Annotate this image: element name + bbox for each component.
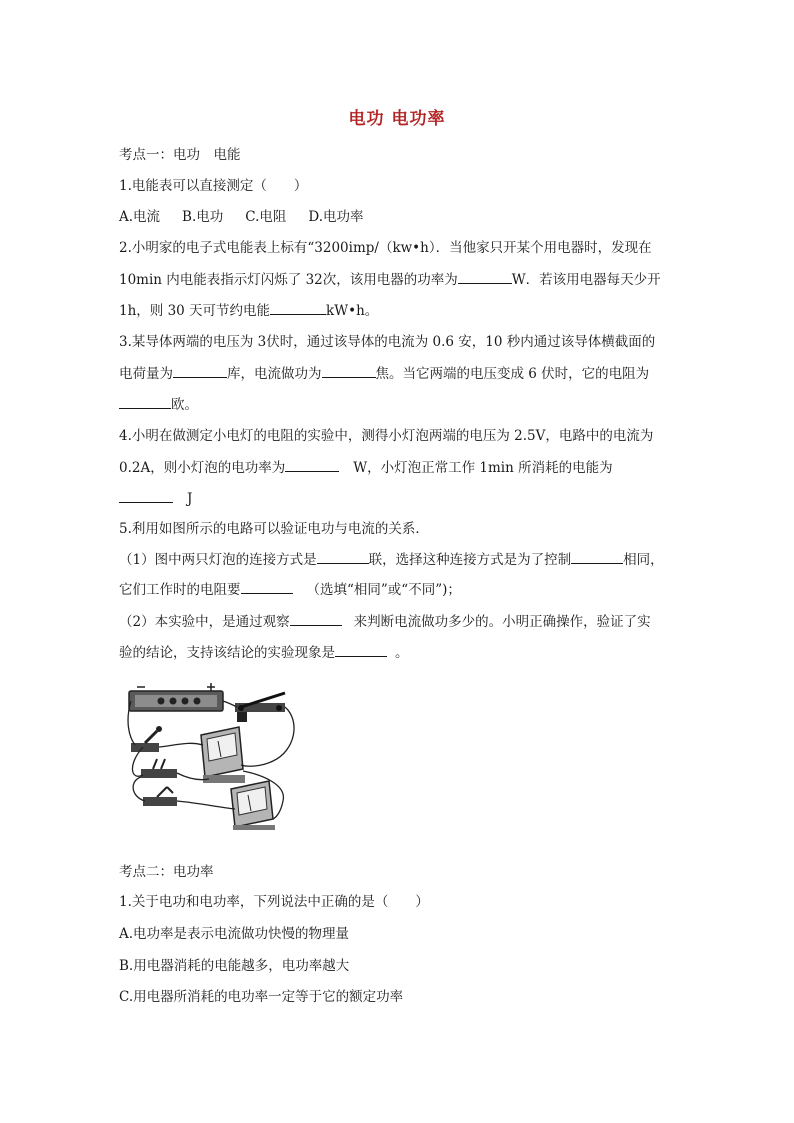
section-2-heading: 考点二：电功率 [119,864,214,880]
answer-blank[interactable] [571,549,623,564]
q1-option-d: D.电功率 [308,209,364,225]
section-1-heading: 考点一：电功 电能 [119,147,241,163]
q1-options [119,207,364,227]
answer-blank[interactable] [322,363,376,378]
s2-q1-option-b: B.用电器消耗的电能越多，电功率越大 [119,958,350,974]
q1-option-a: A.电流 [119,209,161,225]
q2-text: kW•h。 [326,303,379,319]
q5-text: 相同， [623,552,664,568]
q5-text: 联，选择这种连接方式是为了控制 [368,552,572,568]
q5-part2-line-1 [119,611,651,632]
q3-text: 电荷量为 [119,366,173,382]
q4-text: 0.2A，则小灯泡的电功率为 [119,460,286,476]
q2-text: W．若该用电器每天少开 [511,272,661,288]
q4-text: W，小灯泡正常工作 1min 所消耗的电能为 [353,460,613,476]
q3-line-2 [119,363,649,384]
s2-q1-option-a: A.电功率是表示电流做功快慢的物理量 [119,926,350,942]
q3-line-3 [119,394,198,415]
q5-text: （1）图中两只灯泡的连接方式是 [119,552,317,568]
q5-part1-line-2 [119,579,461,600]
q3-text: 焦。当它两端的电压变成 6 伏时，它的电阻为 [375,366,650,382]
q2-line-2 [119,269,661,290]
answer-blank[interactable] [241,579,293,594]
q5-part1-line-1 [119,549,664,570]
answer-blank[interactable] [290,611,342,626]
answer-blank[interactable] [335,642,387,657]
q5-text: 验的结论，支持该结论的实验现象是 [119,645,335,661]
answer-blank[interactable] [173,363,227,378]
q5-stem: 5.利用如图所示的电路可以验证电功与电流的关系． [119,521,429,537]
s2-q1-stem: 1.关于电功和电功率，下列说法中正确的是（ ） [119,894,429,910]
q4-text: J [187,491,193,507]
q5-text: 来判断电流做功多少的。小明正确操作，验证了实 [353,614,651,630]
q1-stem: 1.电能表可以直接测定（ ） [119,178,308,194]
answer-blank[interactable] [317,549,369,564]
q5-text: 。 [395,645,409,661]
q4-line-3 [119,488,192,509]
q2-line-1: 2.小明家的电子式电能表上标有“3200imp/（kw•h）．当他家只开某个用电器时，发现在 [119,240,652,256]
q5-text: 它们工作时的电阻要 [119,582,241,598]
answer-blank[interactable] [119,488,173,503]
q3-text: 欧。 [171,397,198,413]
q1-option-b: B.电功 [182,209,224,225]
answer-blank[interactable] [458,269,512,284]
answer-blank[interactable] [119,394,171,409]
q4-line-2 [119,457,613,478]
s2-q1-option-c: C.用电器所消耗的电功率一定等于它的额定功率 [119,989,404,1005]
q2-text: 10min 内电能表指示灯闪烁了 32次，该用电器的功率为 [119,272,458,288]
q5-part2-line-2 [119,642,409,663]
answer-blank[interactable] [285,457,339,472]
circuit-photo [123,681,303,831]
q3-line-1: 3.某导体两端的电压为 3伏时，通过该导体的电流为 0.6 安，10 秒内通过该导体横截面的 [119,334,656,350]
q2-text: 1h，则 30 天可节约电能 [119,303,271,319]
q3-text: 库，电流做功为 [227,366,322,382]
q2-line-3 [119,300,378,321]
answer-blank[interactable] [270,300,326,315]
document-title: 电功 电功率 [348,109,446,129]
q4-line-1: 4.小明在做测定小电灯的电阻的实验中，测得小灯泡两端的电压为 2.5V，电路中的电流为 [119,428,654,444]
q5-text: （2）本实验中，是通过观察 [119,614,290,630]
q1-option-c: C.电阻 [245,209,287,225]
q5-text: （选填“相同”或“不同”)； [306,582,461,598]
